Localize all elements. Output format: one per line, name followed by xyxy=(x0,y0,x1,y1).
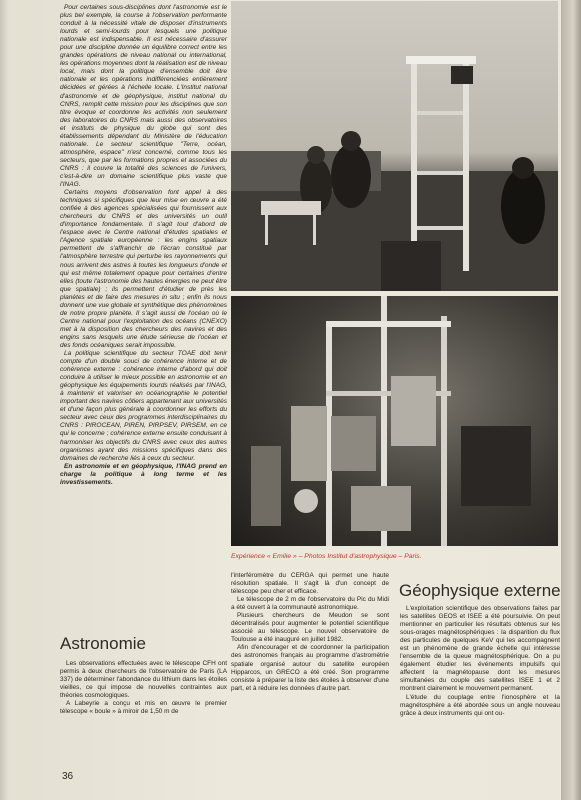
book-spine xyxy=(561,0,581,800)
paragraph: Plusieurs chercheurs de Meudon se sont décentralisés pour augmenter le potentiel scientifique associé au télescope. Le nouvel observatoire de Toulouse a été inauguré en juillet 1982. xyxy=(231,612,389,644)
astronomie-column-2 xyxy=(231,572,389,693)
paragraph: Les observations effectuées avec le télescope CFH ont permis à deux chercheurs de l'observatoire de Paris (LA 337) de déterminer l'abondance du lithium dans les étoiles vieilles, ce qui impose de nouvelles contraintes aux théories cosmologiques. xyxy=(60,660,227,700)
paragraph: A Labeyrie a conçu et mis en œuvre le premier télescope « boule » à miroir de 1,50 m de xyxy=(60,700,227,716)
photo-caption: Expérience « Emilie » – Photos Institut d'astrophysique – Paris. xyxy=(231,553,422,560)
heading-geophysique-externe: Géophysique externe xyxy=(399,581,561,600)
paragraph: l'interféromètre du CERGA qui permet une haute résolution spatiale. Il s'agit là d'un concept de télescope peu cher et efficace. xyxy=(231,572,389,596)
page-number: 36 xyxy=(62,771,74,782)
intro-paragraph: Certains moyens d'observation font appel à des techniques si spécifiques que leur mise en œuvre a été confiée à des agences spécialisées qui fournissent aux chercheurs du CNRS et des universités un outil d'importance fondamentale. Il s'agit tout d'abord de l'espace avec le Centre national d'études spatiales et l'Agence spatiale européenne : les engins spatiaux permettent de s'affranchir de l'écran constitué par l'atmosphère terrestre qui perturbe les rayonnements qui nous arrivent des astres à toutes les longueurs d'onde et qui est même totalement opaque pour certaines d'entre elles (toute l'astronomie des hautes énergies ne peut être que spatiale) ; ils permettent d'étudier de près les planètes et de faire des mesures in situ ; enfin ils nous donnent une vue globale et synthétique des phénomènes de notre propre planète. Il s'agit aussi de l'océan où le Centre national pour l'exploitation des océans (CNEXO) met à la disposition des chercheurs des navires et des engins sans lesquels une étude sérieuse de l'océan et des fonds océaniques serait impossible. xyxy=(60,189,227,349)
intro-paragraph: La politique scientifique du secteur TOAE doit tenir compte d'un double souci de cohérence interne et de cohérence externe : cohérence interne d'abord qui doit conduire à utiliser le mieux possible en astronomie et en géophysique les équipements lourds réalisés par l'INAG, à maintenir et valoriser en océanographie le potentiel important des navires côtiers appartenant aux universités et d'une façon plus générale à coordonner les efforts du secteur avec ceux des programmes interdisciplinaires du CNRS : PIROCEAN, PIREN, PIRPSEV, PIRSEM, en ce qui le concerne ; cohérence externe ensuite conduisant à harmoniser les objectifs du CNRS avec ceux des autres organismes ayant des missions spécifiques dans des domaines de recherche liés à ceux du secteur. xyxy=(60,350,227,462)
paragraph: L'exploitation scientifique des observations faites par les satellites GEOS et ISEE a été poursuivie. On peut mentionner en particulier les résultats obtenus sur les sous-orages magnétosphériques : la disparition du flux des particules de quelques KeV qui les accompagnent est un phénomène de grande échelle qui intéresse l'ensemble de la queue magnétosphérique. On a pu également étudier les événements impulsifs qui affectent la magnétopause dont les mesures simultanées du couple des satellites ISEE 1 et 2 montrent clairement le mouvement permanent. xyxy=(400,605,560,693)
intro-column xyxy=(60,4,227,487)
intro-paragraph: Pour certaines sous-disciplines dont l'astronomie est le plus bel exemple, la course à l'observation performante conduit à la nécessité vitale de disposer d'instruments lourds et semi-lourds pour lesquels une politique nationale est indispensable. Il est nécessaire d'assurer pour une discipline donnée un équilibre correct entre les grandes opérations de niveau national ou international, les opérations moyennes dont la réalisation est de niveau local, mais dont la politique d'ensemble doit être nationale et les opérations indifférenciées entièrement décidées et gérées à l'échelle locale. L'Institut national d'astronomie et de géophysique, institut national du CNRS, remplit cette mission pour les disciplines que son titre évoque et coordonne les activités non seulement des laboratoires du CNRS mais aussi des observatoires et instituts de physique du globe qui sont des établissements dépendant du Ministère de l'éducation nationale. Le secteur scientifique "Terre, océan, atmosphère, espace" n'est concerné, comme tous les secteurs, que par les formations propres et associées du CNRS : il couvre la totalité des sciences de l'univers, c'est-à-dire un domaine scientifique plus vaste que l'INAG. xyxy=(60,4,227,189)
photo-emilie-field xyxy=(231,1,558,291)
photo-emilie-instrument-image xyxy=(231,296,558,546)
intro-paragraph: En astronomie et en géophysique, l'INAG prend en charge la politique à long terme et les investissements. xyxy=(60,462,227,486)
geophysique-column xyxy=(400,605,560,718)
photo-emilie-instrument xyxy=(231,296,558,546)
astronomie-column-1 xyxy=(60,660,227,716)
paragraph: L'étude du couplage entre l'ionosphère et la magnétosphère a été abordée sous un angle nouveau grâce à deux instruments qui ont ou- xyxy=(400,693,560,717)
photo-emilie-field-image xyxy=(231,1,558,291)
heading-astronomie: Astronomie xyxy=(60,634,146,653)
page-edge xyxy=(0,0,8,800)
paragraph: Le télescope de 2 m de l'observatoire du Pic du Midi a été ouvert à la communauté astronomique. xyxy=(231,596,389,612)
paragraph: Afin d'encourager et de coordonner la participation des astronomes français au programme d'astrométrie spatiale organisé autour du satellite européen Hipparcos, un GRECO a été créé. Son programme consiste à préparer la liste des étoiles à observer d'une part, et à réduire les données d'autre part. xyxy=(231,644,389,692)
